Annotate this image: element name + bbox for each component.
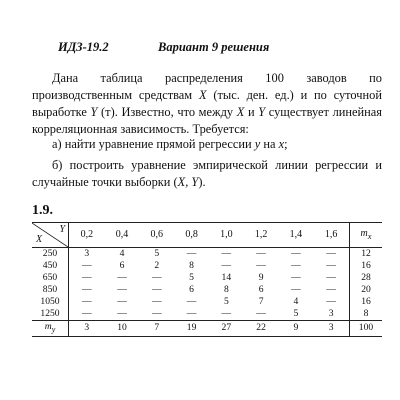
cell: — <box>291 248 301 259</box>
cell: 8 <box>189 260 194 271</box>
table-row <box>32 308 382 321</box>
my-value: 3 <box>69 321 105 337</box>
my-value: 7 <box>139 321 174 337</box>
cell: 2 <box>154 260 160 271</box>
cell: 4 <box>293 296 299 307</box>
table-row <box>32 272 382 284</box>
cell: — <box>291 260 301 271</box>
cell: — <box>256 308 266 319</box>
cell: 5 <box>189 272 194 283</box>
cell: — <box>117 272 127 283</box>
var-x: x <box>278 137 285 151</box>
cell: 5 <box>293 308 299 319</box>
mx-value: 8 <box>350 308 383 321</box>
text-part: б) построить уравнение эмпирической линии регрессии и случайные точки выборки ( <box>32 158 382 189</box>
y-header: 1,2 <box>244 223 279 248</box>
my-value: 19 <box>174 321 209 337</box>
mx-value: 16 <box>350 260 383 272</box>
cell: — <box>117 296 127 307</box>
text-part: (тыс. ден. ед.) и по суточной выработке <box>32 88 382 119</box>
mx-value: 12 <box>350 248 383 261</box>
table-row <box>32 296 382 308</box>
table-row <box>32 248 382 261</box>
x-value: 850 <box>32 284 69 296</box>
text-part: Дана таблица распределения 100 заводов по производственным средствам <box>32 71 382 102</box>
text-part: ). <box>198 175 206 189</box>
cell: — <box>152 296 162 307</box>
cell: — <box>256 260 266 271</box>
my-letter: m <box>44 321 52 332</box>
cell: — <box>117 284 127 295</box>
cell: — <box>82 296 92 307</box>
mx-value: 20 <box>350 284 383 296</box>
corner-cell <box>32 223 69 248</box>
cell: 9 <box>258 272 264 283</box>
section-label: 1.9. <box>32 203 53 218</box>
cell: 6 <box>189 284 194 295</box>
var-X: X <box>236 105 245 119</box>
cell: — <box>82 308 92 319</box>
table-header-row <box>32 223 382 248</box>
cell: 6 <box>258 284 264 295</box>
cell: — <box>186 296 197 307</box>
text-part: существует линейная корреляционная зависимость. Требуется: <box>32 105 382 136</box>
cell: — <box>152 308 162 319</box>
corner-x-label: X <box>36 234 43 245</box>
cell: — <box>326 296 336 307</box>
var-X: X <box>198 88 207 102</box>
cell: — <box>256 248 266 259</box>
my-value: 9 <box>278 321 313 337</box>
task-a <box>32 136 382 153</box>
cell: — <box>291 272 301 283</box>
y-header: 1,4 <box>278 223 313 248</box>
x-value: 1050 <box>32 296 69 308</box>
table-row <box>32 284 382 296</box>
text-part: на <box>260 137 279 151</box>
cell: 3 <box>84 248 90 259</box>
total-value: 100 <box>350 321 383 337</box>
var-y: y <box>254 137 261 151</box>
text-part: а) найти уравнение прямой регрессии <box>52 137 255 151</box>
cell: — <box>326 248 336 259</box>
cell: — <box>82 272 92 283</box>
var-Y: Y <box>258 105 266 119</box>
cell: — <box>82 284 92 295</box>
cell: — <box>152 284 162 295</box>
cell: — <box>152 272 162 283</box>
header-variant: Вариант 9 решения <box>158 40 270 54</box>
correlation-table <box>32 222 382 337</box>
y-header: 0,2 <box>69 223 105 248</box>
cell: — <box>326 272 336 283</box>
table-row <box>32 260 382 272</box>
cell: 5 <box>223 296 229 307</box>
y-header: 1,0 <box>209 223 244 248</box>
y-header: 0,8 <box>174 223 209 248</box>
cell: — <box>186 308 197 319</box>
text-part: и <box>244 105 259 119</box>
y-header: 0,6 <box>139 223 174 248</box>
mx-value: 28 <box>350 272 383 284</box>
my-row <box>32 321 382 337</box>
cell: 14 <box>221 272 232 283</box>
header-title: ИДЗ-19.2 <box>58 40 109 54</box>
my-value: 22 <box>244 321 279 337</box>
my-value: 3 <box>313 321 349 337</box>
cell: — <box>186 248 197 259</box>
mx-sub: x <box>367 231 372 241</box>
corner-y-label: Y <box>59 224 65 235</box>
my-header <box>32 321 69 337</box>
cell: — <box>326 284 336 295</box>
var-Y: Y <box>90 105 98 119</box>
cell: — <box>221 308 232 319</box>
cell: — <box>221 248 232 259</box>
my-value: 27 <box>209 321 244 337</box>
x-value: 450 <box>32 260 69 272</box>
task-b <box>32 157 382 191</box>
cell: 8 <box>223 284 229 295</box>
text-part: ; <box>284 137 288 151</box>
cell: — <box>82 260 92 271</box>
cell: — <box>291 284 301 295</box>
y-header: 0,4 <box>105 223 140 248</box>
page-header <box>58 40 378 55</box>
problem-statement <box>32 70 382 138</box>
var-XY: X, Y <box>177 175 199 189</box>
cell: — <box>117 308 127 319</box>
text-part: (т). Известно, что между <box>97 105 237 119</box>
mx-header <box>350 223 383 248</box>
cell: — <box>326 260 336 271</box>
x-value: 250 <box>32 248 69 261</box>
cell: 6 <box>119 260 125 271</box>
cell: 4 <box>119 248 125 259</box>
cell: — <box>221 260 232 271</box>
my-sub: y <box>51 324 56 334</box>
mx-letter: m <box>360 227 368 239</box>
x-value: 1250 <box>32 308 69 321</box>
my-value: 10 <box>105 321 140 337</box>
x-value: 650 <box>32 272 69 284</box>
y-header: 1,6 <box>313 223 349 248</box>
cell: 7 <box>258 296 264 307</box>
cell: 3 <box>328 308 334 319</box>
mx-value: 16 <box>350 296 383 308</box>
cell: 5 <box>154 248 160 259</box>
